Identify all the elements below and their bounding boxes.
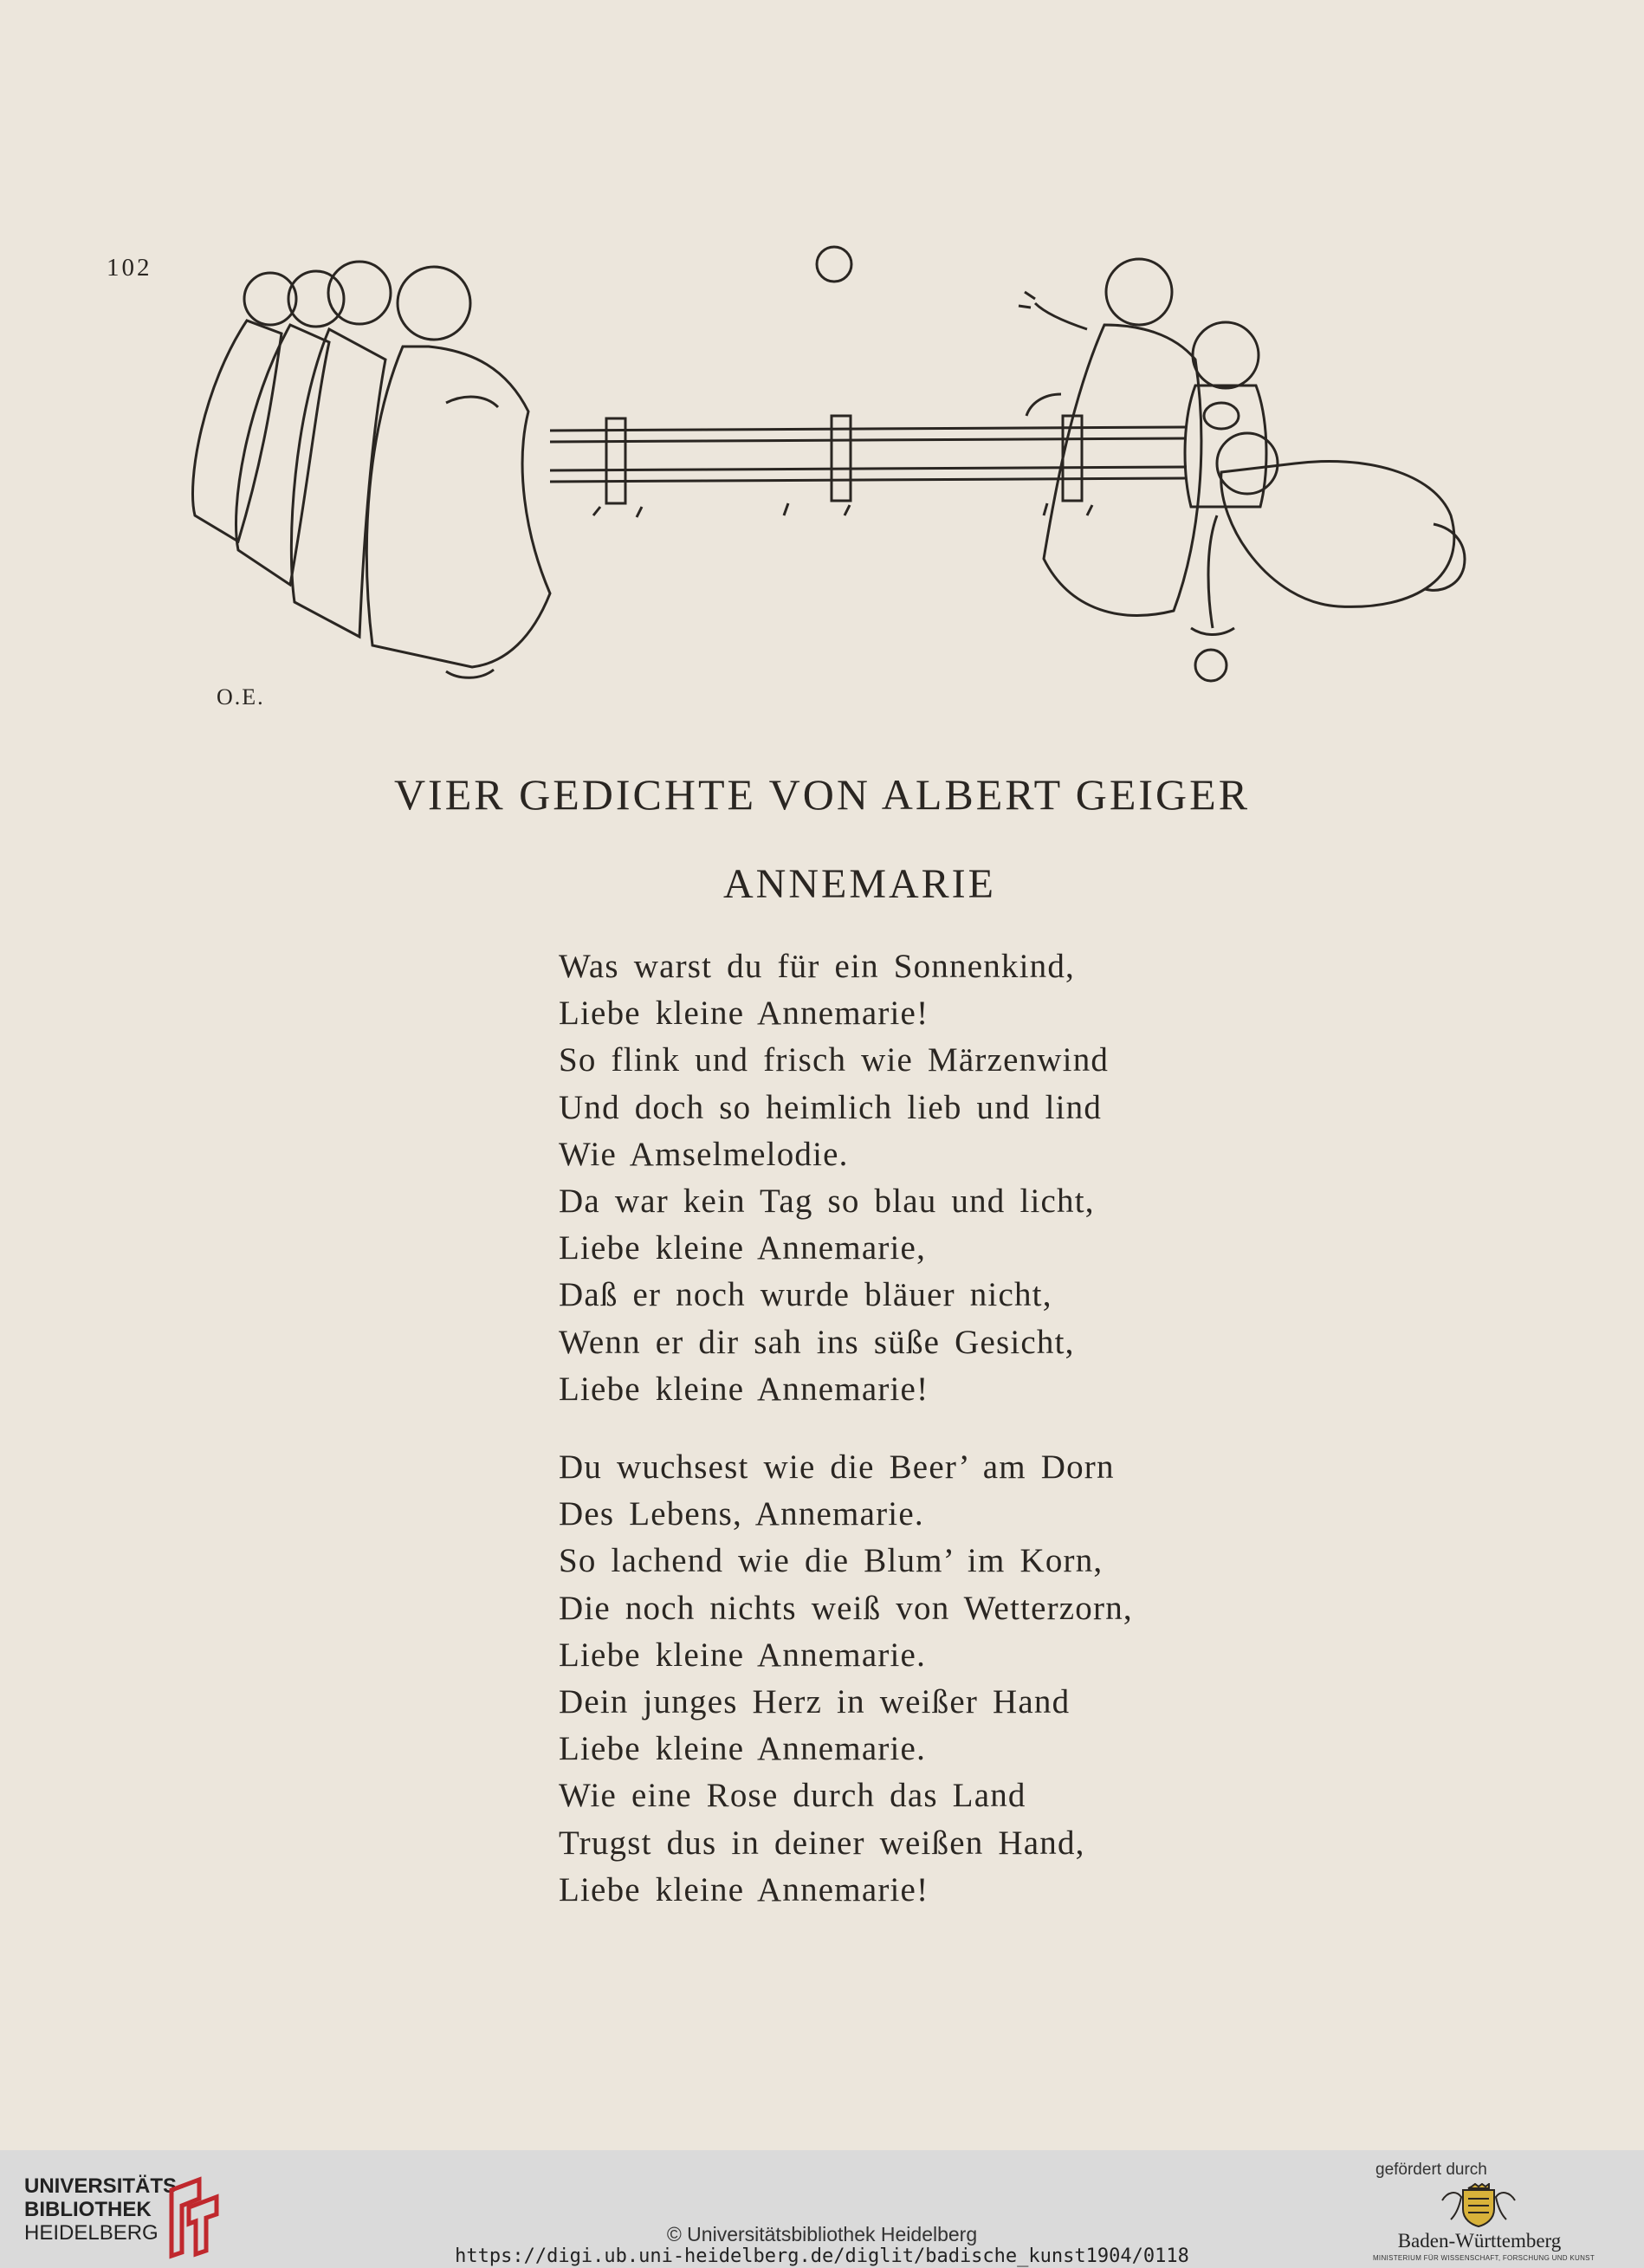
poem-line: Du wuchsest wie die Beer’ am Dorn: [559, 1448, 1115, 1486]
poem-line: Liebe kleine Annemarie.: [559, 1730, 927, 1768]
left-children: [193, 262, 551, 677]
library-name-line: HEIDELBERG: [24, 2221, 159, 2245]
poem-stanza-2: [559, 1444, 1133, 1914]
poem-line: Da war kein Tag so blau und licht,: [559, 1183, 1095, 1221]
baden-wuerttemberg-crest-icon: [1434, 2183, 1524, 2228]
poem-line: Liebe kleine Annemarie.: [559, 1636, 927, 1674]
poem-stanza-1: [559, 943, 1109, 1413]
ball-in-air: [817, 247, 851, 282]
poem-line: Liebe kleine Annemarie,: [559, 1229, 927, 1267]
page-title: VIER GEDICHTE VON ALBERT GEIGER: [393, 770, 1251, 819]
footer-bar: [0, 2150, 1644, 2268]
state-name: Baden-Württemberg: [1397, 2230, 1562, 2252]
poem-line: Liebe kleine Annemarie!: [559, 995, 929, 1033]
poem-line: Wie eine Rose durch das Land: [559, 1777, 1026, 1815]
poem-line: Was warst du für ein Sonnenkind,: [559, 948, 1076, 985]
ball-on-ground: [1195, 650, 1227, 681]
copyright-notice: © Universitätsbibliothek Heidelberg: [666, 2223, 978, 2245]
source-url-link[interactable]: https://digi.ub.uni-heidelberg.de/diglit/badische_kunst1904/0118: [455, 2245, 1189, 2267]
artist-signature: O.E.: [217, 684, 265, 710]
poem-line: Des Lebens, Annemarie.: [559, 1495, 924, 1533]
page-number: 102: [107, 254, 152, 282]
poem-line: Und doch so heimlich lieb und lind: [559, 1088, 1103, 1126]
children-playing-illustration: [186, 230, 1529, 702]
library-name-line: UNIVERSITÄTS-: [24, 2174, 184, 2198]
library-name-line: BIBLIOTHEK: [24, 2198, 152, 2221]
poem-line: So lachend wie die Blum’ im Korn,: [559, 1542, 1104, 1580]
poem-title: ANNEMARIE: [723, 861, 996, 907]
poem-line: Die noch nichts weiß von Wetterzorn,: [559, 1589, 1133, 1627]
poem-line: So flink und frisch wie Märzenwind: [559, 1041, 1110, 1079]
poem-line: Trugst dus in deiner weißen Hand,: [559, 1824, 1085, 1862]
ministry-name: MINISTERIUM FÜR WISSENSCHAFT, FORSCHUNG UND KUNST: [1372, 2254, 1595, 2262]
poem-line: Dein junges Herz in weißer Hand: [559, 1683, 1071, 1721]
poem-line: Daß er noch wurde bläuer nicht,: [559, 1276, 1052, 1314]
poem-line: Wenn er dir sah ins süße Gesicht,: [559, 1323, 1075, 1361]
right-children: [1019, 259, 1465, 635]
fence: [550, 416, 1187, 517]
poem-line: Liebe kleine Annemarie!: [559, 1870, 929, 1908]
poem-line: Liebe kleine Annemarie!: [559, 1370, 929, 1408]
funded-by-label: gefördert durch: [1375, 2161, 1487, 2179]
poem-line: Wie Amselmelodie.: [559, 1135, 849, 1173]
